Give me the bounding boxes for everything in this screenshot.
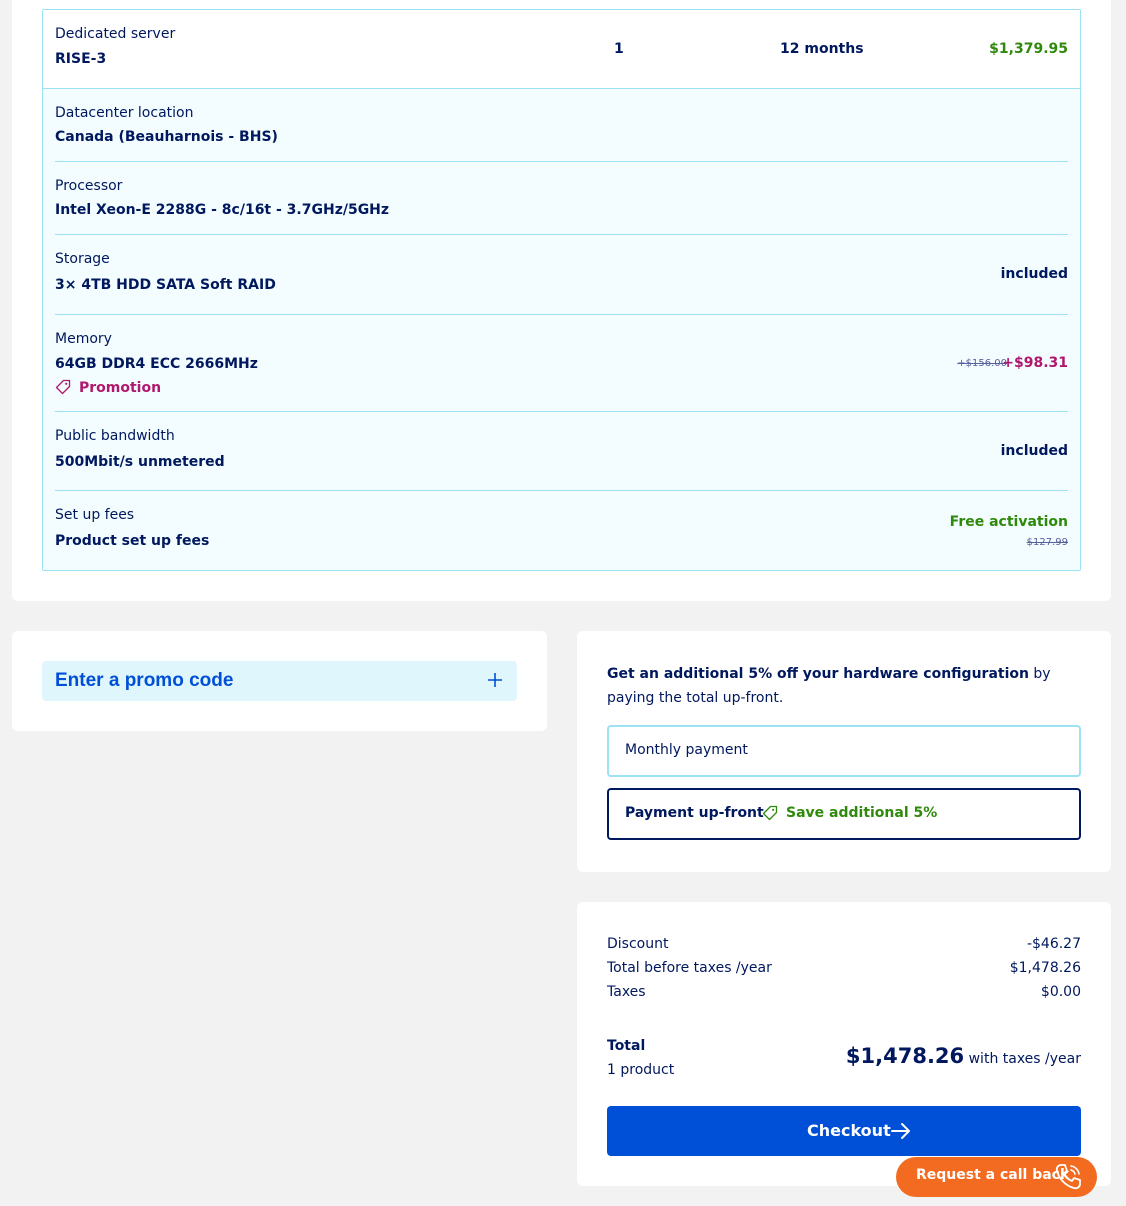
upfront-payment-option[interactable] — [607, 788, 1081, 840]
payment-intro-bold: Get an additional 5% off your hardware configuration — [607, 666, 1029, 682]
row-divider — [55, 411, 1068, 412]
memory-value: 64GB DDR4 ECC 2666MHz — [55, 356, 258, 372]
processor-value: Intel Xeon-E 2288G - 8c/16t - 3.7GHz/5GHz — [55, 202, 390, 218]
storage-price: included — [1000, 266, 1068, 282]
promotion-badge: Promotion — [79, 380, 162, 396]
order-summary-card — [12, 0, 1111, 601]
taxes-label: Taxes — [607, 984, 646, 1000]
payment-intro — [607, 662, 1077, 710]
product-quantity: 1 — [614, 41, 624, 57]
discount-label: Discount — [607, 936, 669, 952]
request-callback-label: Request a call back — [916, 1167, 1070, 1183]
arrow-right-icon — [890, 1121, 912, 1141]
checkout-label: Checkout — [807, 1121, 891, 1140]
processor-label: Processor — [55, 178, 123, 194]
product-price: $1,379.95 — [989, 41, 1068, 57]
before-tax-value: $1,478.26 — [1009, 960, 1081, 976]
memory-old-price: +$156.00 — [957, 358, 1007, 369]
memory-label: Memory — [55, 331, 112, 347]
row-divider — [55, 490, 1068, 491]
product-row — [43, 10, 1080, 89]
monthly-payment-option[interactable] — [607, 725, 1081, 777]
setup-fees-label: Set up fees — [55, 507, 135, 523]
order-table — [42, 9, 1081, 571]
upfront-savings-badge: Save additional 5% — [786, 805, 938, 821]
tag-icon — [762, 805, 778, 821]
total-amount — [846, 1044, 1081, 1068]
datacenter-label: Datacenter location — [55, 105, 194, 121]
memory-price: +$98.31 — [1002, 355, 1068, 371]
datacenter-value: Canada (Beauharnois - BHS) — [55, 129, 278, 145]
total-card — [577, 902, 1111, 1186]
setup-fees-price: Free activation — [949, 514, 1068, 530]
monthly-payment-label: Monthly payment — [625, 742, 748, 758]
product-label: Dedicated server — [55, 26, 176, 42]
upfront-payment-label: Payment up-front — [625, 805, 764, 821]
row-divider — [55, 314, 1068, 315]
bandwidth-price: included — [1000, 443, 1068, 459]
total-suffix: with taxes /year — [968, 1051, 1081, 1067]
row-divider — [55, 161, 1068, 162]
total-value: $1,478.26 — [845, 1044, 965, 1068]
discount-value: -$46.27 — [1026, 936, 1081, 952]
bandwidth-value: 500Mbit/s unmetered — [55, 454, 225, 470]
taxes-value: $0.00 — [1040, 984, 1081, 1000]
storage-value: 3× 4TB HDD SATA Soft RAID — [55, 277, 276, 293]
product-name: RISE-3 — [55, 51, 107, 67]
setup-fees-value: Product set up fees — [55, 533, 210, 549]
storage-label: Storage — [55, 251, 110, 267]
payment-mode-card — [577, 631, 1111, 872]
plus-icon — [487, 672, 503, 688]
row-divider — [55, 234, 1068, 235]
product-count: 1 product — [607, 1062, 675, 1078]
setup-fees-old-price: $127.99 — [1026, 537, 1068, 548]
phone-icon — [1053, 1162, 1083, 1192]
promo-code-toggle[interactable] — [42, 661, 517, 701]
payment-intro-rest: by paying the total up-front. — [607, 666, 1051, 706]
bandwidth-label: Public bandwidth — [55, 428, 175, 444]
promo-code-label: Enter a promo code — [55, 670, 234, 691]
checkout-button[interactable] — [607, 1106, 1081, 1156]
promo-code-card — [12, 631, 547, 731]
total-label: Total — [607, 1038, 646, 1054]
tag-icon — [55, 379, 71, 395]
product-duration: 12 months — [780, 41, 864, 57]
before-tax-label: Total before taxes /year — [607, 960, 772, 976]
request-callback-button[interactable] — [896, 1157, 1097, 1197]
